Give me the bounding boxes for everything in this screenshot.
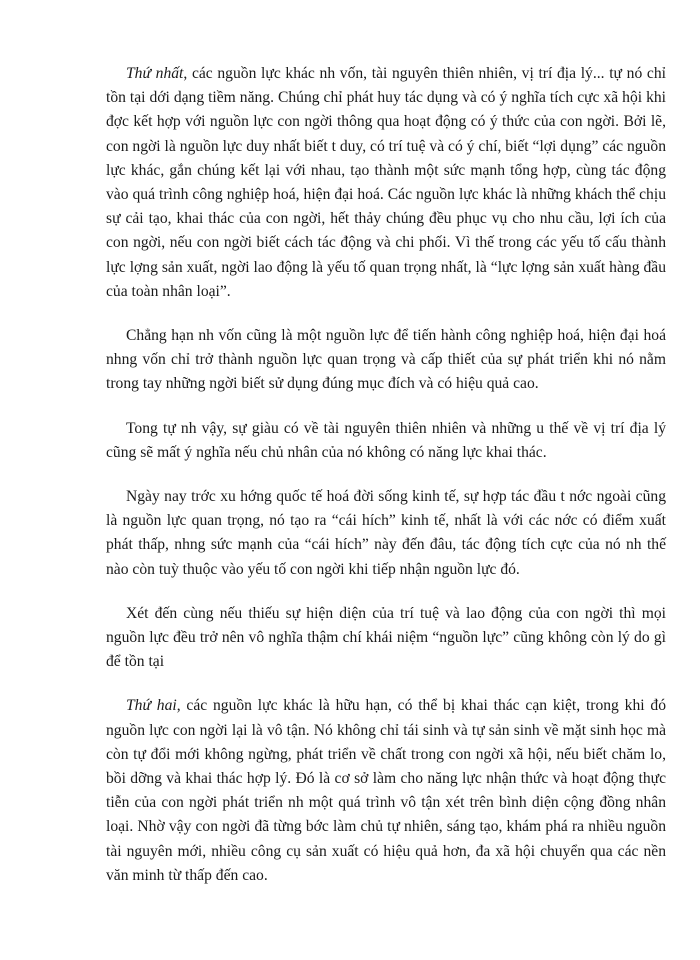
paragraph-lead: Thứ hai (126, 697, 177, 715)
paragraph-first-point (106, 62, 666, 304)
paragraph-text: Ngày nay trớc xu hớng quốc tế hoá đời sống kinh tế, sự hợp tác đầu t nớc ngoài cũng là nguồn lực quan trọng, nó tạo ra “cái hích” kinh tế, nhất là với các nớc có điểm xuất phát thấp, nhng sức mạnh của “cái hích” này đến đâu, tác động tích cực của nó nh thế nào còn tuỳ thuộc vào yếu tố con ngời khi tiếp nhận nguồn lực đó. (106, 488, 666, 578)
paragraph-conclusion (106, 602, 666, 675)
paragraph-text: , các nguồn lực khác là hữu hạn, có thể bị khai thác cạn kiệt, trong khi đó nguồn lực con ngời lại là vô tận. Nó không chỉ tái sinh và tự sản sinh về mặt sinh học mà còn tự đổi mới không ngừng, phát triển về chất trong con ngời xã hội, nếu biết chăm lo, bồi dỡng và khai thác hợp lý. Đó là cơ sở làm cho năng lực nhận thức và hoạt động thực tiễn của con ngời phát triển nh một quá trình vô tận xét trên bình diện cộng đồng nhân loại. Nhờ vậy con ngời đã từng bớc làm chủ tự nhiên, sáng tạo, khám phá ra nhiều nguồn tài nguyên mới, nhiều công cụ sản xuất có hiệu quả hơn, đa xã hội chuyển qua các nền văn minh từ thấp đến cao. (106, 697, 666, 884)
paragraph-text: Chẳng hạn nh vốn cũng là một nguồn lực để tiến hành công nghiệp hoá, hiện đại hoá nhng vốn chỉ trở thành nguồn lực quan trọng và cấp thiết của sự phát triển khi nó nằm trong tay những ngời biết sử dụng đúng mục đích và có hiệu quả cao. (106, 327, 666, 393)
paragraph-second-point (106, 694, 666, 888)
paragraph-natural-resources (106, 417, 666, 465)
paragraph-text: Tong tự nh vậy, sự giàu có về tài nguyên thiên nhiên và những u thế về vị trí địa lý cũng sẽ mất ý nghĩa nếu chủ nhân của nó không có năng lực khai thác. (106, 419, 666, 461)
document-body (106, 62, 666, 888)
paragraph-lead: Thứ nhất (126, 65, 184, 82)
paragraph-text: , các nguồn lực khác nh vốn, tài nguyên thiên nhiên, vị trí địa lý... tự nó chỉ tồn tại dới dạng tiềm năng. Chúng chỉ phát huy tác dụng và có ý nghĩa tích cực xã hội khi đợc kết hợp với nguồn lực con ngời thông qua hoạt động có ý thức của con ngời. Bởi lẽ, con ngời là nguồn lực duy nhất biết t duy, có trí tuệ và có ý chí, biết “lợi dụng” các nguồn lực khác, gắn chúng kết lại với nhau, tạo thành một sức mạnh tổng hợp, cùng tác động vào quá trình công nghiệp hoá, hiện đại hoá. Các nguồn lực khác là những khách thể chịu sự cải tạo, khai thác của con ngời, hết thảy chúng đều phục vụ cho nhu cầu, lợi ích của con ngời, nếu con ngời biết cách tác động và chi phối. Vì thế trong các yếu tố cấu thành lực lợng sản xuất, ngời lao động là yếu tố quan trọng nhất, là “lực lợng sản xuất hàng đầu của toàn nhân loại”. (106, 65, 666, 300)
paragraph-foreign-investment (106, 485, 666, 582)
paragraph-text: Xét đến cùng nếu thiếu sự hiện diện của trí tuệ và lao động của con ngời thì mọi nguồn lực đều trở nên vô nghĩa thậm chí khái niệm “nguồn lực” cũng không còn lý do gì để tồn tại (106, 604, 666, 671)
paragraph-capital-example (106, 324, 666, 397)
